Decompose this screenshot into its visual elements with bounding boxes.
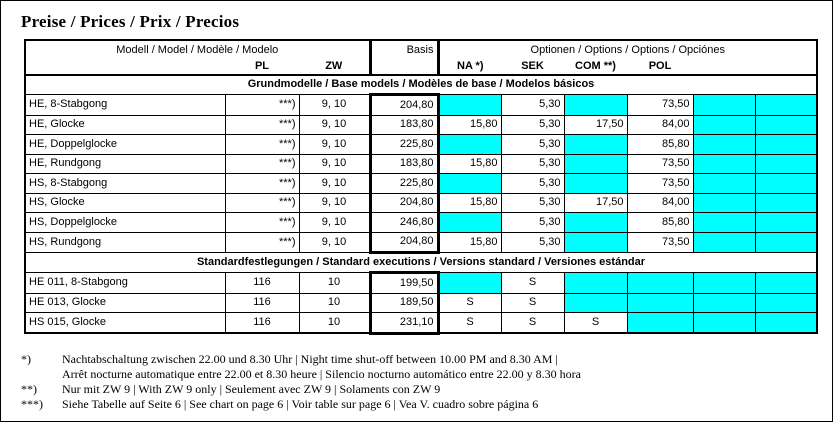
cell-pl: ***)	[225, 154, 299, 174]
cell-com: 17,50	[564, 115, 627, 135]
cell-com: S	[564, 313, 627, 334]
cell-extra-a	[693, 154, 755, 174]
cell-basis: 189,50	[370, 293, 438, 313]
cell-extra-a	[693, 232, 755, 253]
cell-basis: 204,80	[370, 95, 438, 116]
cell-zw: 9, 10	[299, 95, 370, 116]
table-row	[25, 193, 817, 213]
header-blank-b	[755, 58, 817, 75]
cell-sek: S	[501, 293, 564, 313]
cell-zw: 9, 10	[299, 232, 370, 253]
cell-extra-b	[755, 313, 817, 334]
cell-pl: ***)	[225, 174, 299, 194]
cell-extra-a	[693, 115, 755, 135]
header-options: Optionen / Options / Options / Opciónes	[438, 40, 817, 58]
table-row	[25, 154, 817, 174]
section-title-standard: Standardfestlegungen / Standard executions / Versions standard / Versiones estándar	[25, 253, 817, 273]
cell-na: 15,80	[438, 232, 501, 253]
cell-model: HE, Doppelglocke	[25, 135, 225, 155]
cell-zw: 10	[299, 313, 370, 334]
cell-zw: 9, 10	[299, 193, 370, 213]
cell-zw: 9, 10	[299, 174, 370, 194]
cell-zw: 9, 10	[299, 135, 370, 155]
header-na: NA *)	[438, 58, 501, 75]
cell-com	[564, 95, 627, 116]
header-row-1	[25, 40, 817, 58]
cell-pl: ***)	[225, 193, 299, 213]
cell-na	[438, 213, 501, 233]
cell-model: HS, Doppelglocke	[25, 213, 225, 233]
footnote-mark: ***)	[21, 397, 43, 411]
cell-pl: ***)	[225, 115, 299, 135]
cell-pol: 84,00	[627, 115, 693, 135]
table-row	[25, 174, 817, 194]
table-row	[25, 213, 817, 233]
cell-model: HE, Glocke	[25, 115, 225, 135]
cell-basis: 204,80	[370, 232, 438, 253]
cell-com	[564, 154, 627, 174]
cell-sek: 5,30	[501, 213, 564, 233]
table-row	[25, 232, 817, 253]
cell-extra-b	[755, 135, 817, 155]
cell-pl: 116	[225, 293, 299, 313]
cell-extra-b	[755, 293, 817, 313]
header-blank-a	[693, 58, 755, 75]
footnote-text: Arrêt nocturne automatique entre 22.00 et 8.30 heure | Silencio nocturno automático entre 22.00 y 8.30 hora	[62, 367, 581, 381]
cell-pol: 73,50	[627, 95, 693, 116]
table-row	[25, 293, 817, 313]
cell-zw: 10	[299, 293, 370, 313]
cell-extra-b	[755, 174, 817, 194]
table-row	[25, 115, 817, 135]
cell-basis: 204,80	[370, 193, 438, 213]
base-models-body	[25, 95, 817, 253]
cell-basis: 183,80	[370, 154, 438, 174]
cell-sek: 5,30	[501, 95, 564, 116]
cell-extra-b	[755, 154, 817, 174]
cell-sek: 5,30	[501, 232, 564, 253]
cell-na	[438, 273, 501, 294]
cell-pl: ***)	[225, 213, 299, 233]
cell-zw: 9, 10	[299, 115, 370, 135]
standard-executions-body	[25, 273, 817, 334]
cell-extra-b	[755, 213, 817, 233]
cell-extra-a	[693, 193, 755, 213]
cell-extra-a	[693, 293, 755, 313]
cell-pl: ***)	[225, 135, 299, 155]
cell-sek: 5,30	[501, 115, 564, 135]
cell-sek: 5,30	[501, 154, 564, 174]
header-model-blank	[25, 58, 225, 75]
cell-extra-b	[755, 232, 817, 253]
footnote-mark: *)	[21, 352, 31, 366]
table-row	[25, 313, 817, 334]
price-table	[24, 39, 818, 335]
cell-sek: S	[501, 313, 564, 334]
header-basis: Basis	[370, 40, 438, 75]
cell-extra-a	[693, 313, 755, 334]
cell-sek: 5,30	[501, 193, 564, 213]
cell-model: HE, Rundgong	[25, 154, 225, 174]
cell-na	[438, 135, 501, 155]
cell-pl: ***)	[225, 95, 299, 116]
cell-model: HE 013, Glocke	[25, 293, 225, 313]
cell-model: HE, 8-Stabgong	[25, 95, 225, 116]
cell-extra-a	[693, 95, 755, 116]
cell-extra-a	[693, 174, 755, 194]
cell-com	[564, 232, 627, 253]
cell-model: HS, Rundgong	[25, 232, 225, 253]
cell-com	[564, 174, 627, 194]
cell-na	[438, 174, 501, 194]
cell-pol: 85,80	[627, 135, 693, 155]
cell-pl: 116	[225, 313, 299, 334]
section-header-base	[25, 75, 817, 95]
cell-extra-b	[755, 95, 817, 116]
cell-zw: 9, 10	[299, 154, 370, 174]
cell-com	[564, 293, 627, 313]
cell-pol	[627, 313, 693, 334]
header-pol: POL	[627, 58, 693, 75]
cell-basis: 199,50	[370, 273, 438, 294]
cell-basis: 225,80	[370, 174, 438, 194]
cell-zw: 10	[299, 273, 370, 294]
cell-com	[564, 213, 627, 233]
cell-extra-b	[755, 115, 817, 135]
cell-pol: 73,50	[627, 174, 693, 194]
cell-com: 17,50	[564, 193, 627, 213]
footnote-text: Nur mit ZW 9 | With ZW 9 only | Seulement avec ZW 9 | Solaments con ZW 9	[62, 382, 441, 396]
cell-basis: 183,80	[370, 115, 438, 135]
cell-extra-a	[693, 273, 755, 294]
footnote-mark: **)	[21, 382, 37, 396]
cell-na: 15,80	[438, 115, 501, 135]
cell-zw: 9, 10	[299, 213, 370, 233]
cell-sek: 5,30	[501, 135, 564, 155]
cell-model: HS 015, Glocke	[25, 313, 225, 334]
cell-pol	[627, 293, 693, 313]
header-zw: ZW	[299, 58, 370, 75]
footnote-text: Nachtabschaltung zwischen 22.00 und 8.30 Uhr | Night time shut-off between 10.00 PM and 8.30 AM |	[62, 352, 558, 366]
header-model: Modell / Model / Modèle / Modelo	[25, 40, 370, 58]
footnote-text: Siehe Tabelle auf Seite 6 | See chart on page 6 | Voir table sur page 6 | Vea V. cuadro sobre página 6	[62, 397, 539, 411]
cell-basis: 246,80	[370, 213, 438, 233]
cell-model: HS, Glocke	[25, 193, 225, 213]
cell-model: HS, 8-Stabgong	[25, 174, 225, 194]
header-com: COM **)	[564, 58, 627, 75]
cell-pl: 116	[225, 273, 299, 294]
table-row	[25, 95, 817, 116]
cell-model: HE 011, 8-Stabgong	[25, 273, 225, 294]
cell-pol	[627, 273, 693, 294]
cell-na: S	[438, 313, 501, 334]
cell-pl: ***)	[225, 232, 299, 253]
cell-pol: 84,00	[627, 193, 693, 213]
cell-na: S	[438, 293, 501, 313]
cell-na	[438, 95, 501, 116]
cell-na: 15,80	[438, 154, 501, 174]
header-pl: PL	[225, 58, 299, 75]
cell-pol: 73,50	[627, 232, 693, 253]
cell-extra-a	[693, 135, 755, 155]
table-row	[25, 135, 817, 155]
cell-basis: 231,10	[370, 313, 438, 334]
cell-pol: 85,80	[627, 213, 693, 233]
cell-sek: 5,30	[501, 174, 564, 194]
cell-pol: 73,50	[627, 154, 693, 174]
cell-com	[564, 273, 627, 294]
section-title-base: Grundmodelle / Base models / Modèles de base / Modelos básicos	[25, 75, 817, 95]
cell-na: 15,80	[438, 193, 501, 213]
header-sek: SEK	[501, 58, 564, 75]
cell-extra-b	[755, 193, 817, 213]
table-row	[25, 273, 817, 294]
cell-extra-a	[693, 213, 755, 233]
cell-extra-b	[755, 273, 817, 294]
cell-com	[564, 135, 627, 155]
cell-basis: 225,80	[370, 135, 438, 155]
cell-sek: S	[501, 273, 564, 294]
page-title: Preise / Prices / Prix / Precios	[21, 12, 240, 31]
section-header-standard	[25, 253, 817, 273]
